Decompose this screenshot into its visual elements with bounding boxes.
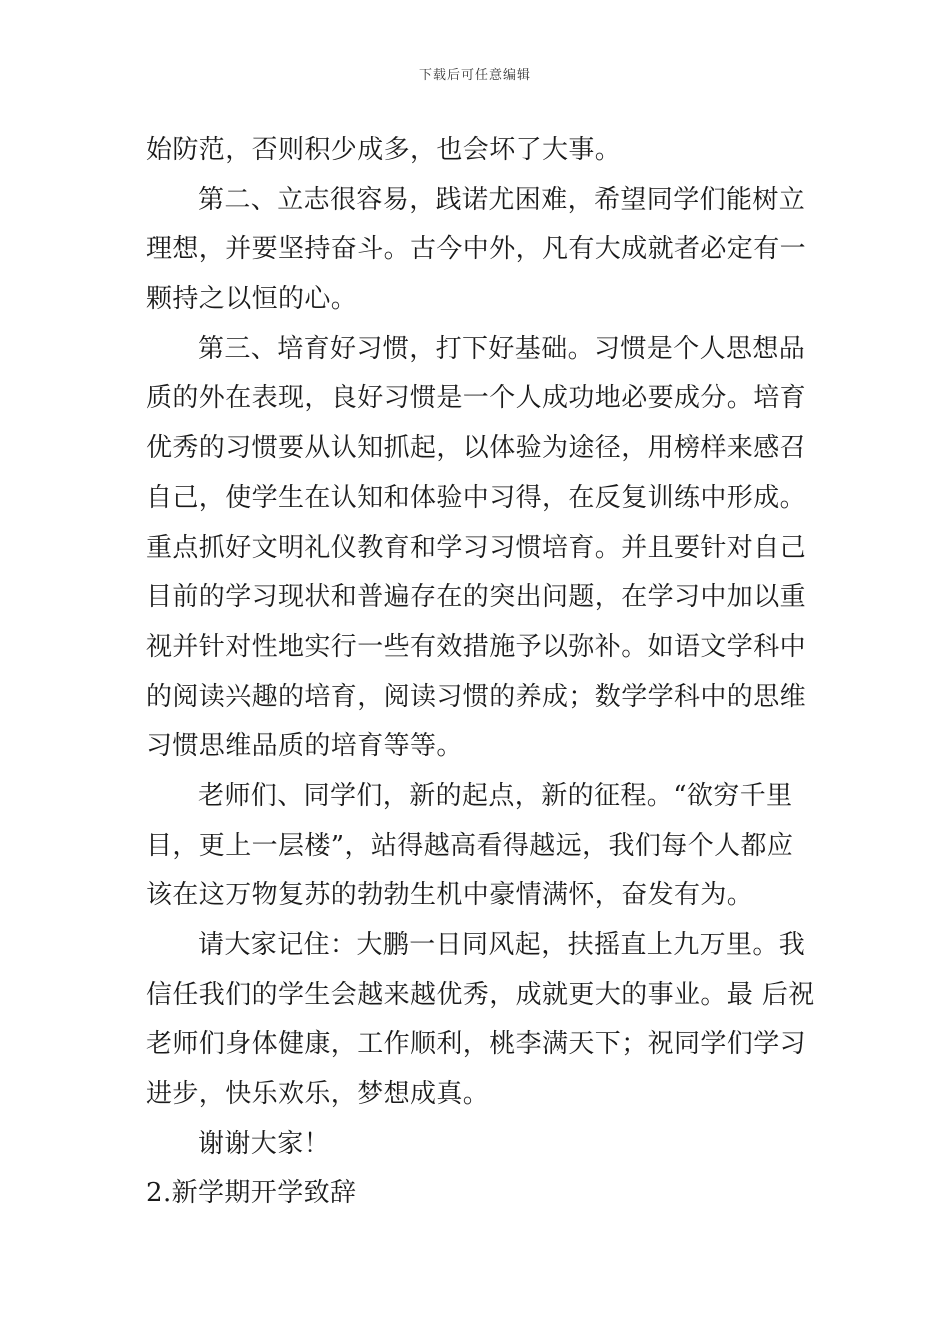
- text-line: 理想，并要坚持奋斗。古今中外，凡有大成就者必定有一: [146, 234, 807, 265]
- text-line: 质的外在表现，良好习惯是一个人成功地必要成分。培育: [146, 383, 807, 414]
- page-header-note: 下载后可任意编辑: [418, 68, 531, 83]
- text-line: 第三、培育好习惯，打下好基础。习惯是个人思想品: [198, 333, 806, 364]
- text-line: 的阅读兴趣的培育，阅读习惯的养成；数学学科中的思维: [146, 681, 807, 712]
- text-line: 进步，快乐欢乐，梦想成真。: [146, 1079, 490, 1110]
- text-line: 重点抓好文明礼仪教育和学习习惯培育。并且要针对自己: [146, 532, 807, 563]
- text-line: 习惯思维品质的培育等等。: [146, 731, 463, 762]
- document-body: [146, 126, 815, 1219]
- text-line: 目前的学习现状和普遍存在的突出问题，在学习中加以重: [146, 582, 807, 613]
- text-line: 谢谢大家！: [198, 1128, 331, 1159]
- text-line: 颗持之以恒的心。: [146, 284, 358, 315]
- text-line: 目，更上一层楼”，站得越高看得越远，我们每个人都应: [146, 830, 794, 861]
- text-line: 始防范，否则积少成多，也会坏了大事。: [146, 135, 622, 165]
- text-line: 老师们身体健康，工作顺利，桃李满天下；祝同学们学习: [146, 1029, 807, 1060]
- text-line: 请大家记住：大鹏一日同风起，扶摇直上九万里。我: [198, 930, 806, 960]
- text-line: 自己，使学生在认知和体验中习得，在反复训练中形成。: [146, 482, 807, 513]
- text-line: 该在这万物复苏的勃勃生机中豪情满怀，奋发有为。: [146, 880, 754, 911]
- text-line: 信任我们的学生会越来越优秀，成就更大的事业。最 后祝: [146, 979, 815, 1010]
- text-line: 老师们、同学们，新的起点，新的征程。“欲穷千里: [198, 780, 793, 811]
- section-heading: 2.新学期开学致辞: [146, 1178, 357, 1209]
- text-line: 优秀的习惯要从认知抓起，以体验为途径，用榜样来感召: [146, 433, 807, 464]
- text-line: 第二、立志很容易，践诺尤困难，希望同学们能树立: [198, 184, 806, 215]
- text-line: 视并针对性地实行一些有效措施予以弥补。如语文学科中: [146, 631, 807, 662]
